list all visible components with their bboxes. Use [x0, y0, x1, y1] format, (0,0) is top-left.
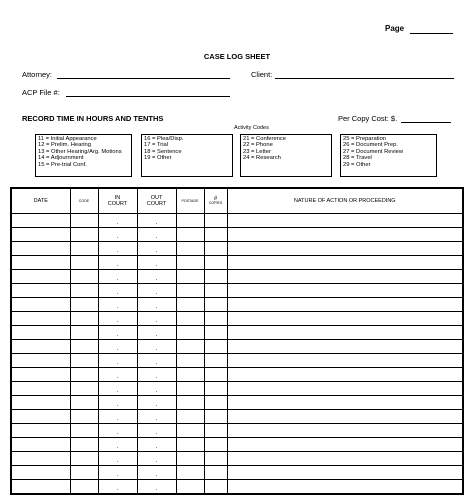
cell-code[interactable]	[70, 326, 98, 340]
activity-code: 12 = Prelim. Hearing	[38, 142, 92, 149]
decimal-point: .	[116, 402, 119, 408]
table-row	[11, 214, 463, 228]
cell-code[interactable]	[70, 242, 98, 256]
cell-postage[interactable]	[176, 270, 204, 284]
decimal-point: .	[116, 262, 119, 268]
cell-out-court[interactable]	[137, 326, 176, 340]
cell-date[interactable]	[11, 340, 70, 354]
activity-code: 24 = Research	[243, 155, 281, 162]
activity-codes-box-4	[340, 134, 437, 177]
cell-copies[interactable]	[204, 256, 227, 270]
cell-code[interactable]	[70, 298, 98, 312]
cell-in-court[interactable]	[98, 424, 137, 438]
cell-postage[interactable]	[176, 312, 204, 326]
table-row	[11, 312, 463, 326]
decimal-point: .	[155, 234, 158, 240]
per-copy-cost-label: Per Copy Cost: $.	[338, 114, 398, 123]
cell-copies[interactable]	[204, 424, 227, 438]
cell-copies[interactable]	[204, 284, 227, 298]
table-row	[11, 298, 463, 312]
cell-nature[interactable]	[227, 396, 463, 410]
decimal-point: .	[155, 248, 158, 254]
table-row	[11, 368, 463, 382]
decimal-point: .	[155, 304, 158, 310]
client-label: Client:	[251, 70, 273, 79]
table-body	[11, 214, 463, 495]
activity-codes-box-2	[141, 134, 233, 177]
cell-in-court[interactable]	[98, 368, 137, 382]
cell-out-court[interactable]	[137, 424, 176, 438]
decimal-point: .	[116, 430, 119, 436]
decimal-point: .	[155, 486, 158, 492]
decimal-point: .	[116, 472, 119, 478]
cell-in-court[interactable]	[98, 214, 137, 228]
cell-postage[interactable]	[176, 214, 204, 228]
decimal-point: .	[116, 220, 119, 226]
cell-date[interactable]	[11, 396, 70, 410]
table-row	[11, 340, 463, 354]
column-header-out-court: OUT COURT	[137, 188, 176, 214]
cell-copies[interactable]	[204, 382, 227, 396]
table-row	[11, 284, 463, 298]
cell-postage[interactable]	[176, 424, 204, 438]
form-title: CASE LOG SHEET	[203, 52, 271, 61]
attorney-field[interactable]	[57, 78, 230, 79]
cell-code[interactable]	[70, 410, 98, 424]
decimal-point: .	[155, 360, 158, 366]
decimal-point: .	[155, 290, 158, 296]
decimal-point: .	[116, 332, 119, 338]
decimal-point: .	[155, 416, 158, 422]
column-header-nature: NATURE OF ACTION OR PROCEEDING	[227, 188, 463, 214]
cell-copies[interactable]	[204, 368, 227, 382]
cell-code[interactable]	[70, 382, 98, 396]
decimal-point: .	[116, 388, 119, 394]
cell-copies[interactable]	[204, 396, 227, 410]
cell-code[interactable]	[70, 424, 98, 438]
cell-code[interactable]	[70, 214, 98, 228]
case-log-table	[10, 187, 464, 495]
cell-in-court[interactable]	[98, 312, 137, 326]
table-row	[11, 242, 463, 256]
decimal-point: .	[155, 318, 158, 324]
cell-date[interactable]	[11, 382, 70, 396]
cell-date[interactable]	[11, 466, 70, 480]
cell-nature[interactable]	[227, 312, 463, 326]
cell-date[interactable]	[11, 368, 70, 382]
cell-code[interactable]	[70, 396, 98, 410]
cell-nature[interactable]	[227, 270, 463, 284]
cell-copies[interactable]	[204, 354, 227, 368]
table-row	[11, 438, 463, 452]
activity-codes-title: Activity Codes	[234, 125, 269, 131]
decimal-point: .	[116, 416, 119, 422]
cell-date[interactable]	[11, 480, 70, 495]
cell-date[interactable]	[11, 438, 70, 452]
cell-in-court[interactable]	[98, 340, 137, 354]
activity-code: 15 = Pre-trial Conf.	[38, 161, 87, 168]
cell-copies[interactable]	[204, 312, 227, 326]
table-row	[11, 270, 463, 284]
column-header-postage: POSTAGE	[176, 188, 204, 214]
decimal-point: .	[116, 290, 119, 296]
activity-code: 23 = Letter	[243, 148, 271, 155]
decimal-point: .	[116, 346, 119, 352]
activity-code: 18 = Sentence	[144, 148, 182, 155]
cell-date[interactable]	[11, 256, 70, 270]
decimal-point: .	[155, 444, 158, 450]
decimal-point: .	[155, 262, 158, 268]
cell-in-court[interactable]	[98, 382, 137, 396]
cell-out-court[interactable]	[137, 214, 176, 228]
cell-code[interactable]	[70, 438, 98, 452]
cell-nature[interactable]	[227, 214, 463, 228]
activity-code: 16 = Plea/Disp.	[144, 136, 184, 142]
cell-out-court[interactable]	[137, 228, 176, 242]
cell-out-court[interactable]	[137, 354, 176, 368]
cell-out-court[interactable]	[137, 480, 176, 495]
cell-postage[interactable]	[176, 340, 204, 354]
cell-nature[interactable]	[227, 284, 463, 298]
decimal-point: .	[116, 444, 119, 450]
cell-date[interactable]	[11, 326, 70, 340]
cell-code[interactable]	[70, 452, 98, 466]
cell-in-court[interactable]	[98, 480, 137, 495]
cell-out-court[interactable]	[137, 340, 176, 354]
cell-postage[interactable]	[176, 438, 204, 452]
cell-out-court[interactable]	[137, 368, 176, 382]
cell-nature[interactable]	[227, 354, 463, 368]
activity-code: 17 = Trial	[144, 142, 169, 149]
cell-code[interactable]	[70, 312, 98, 326]
cell-code[interactable]	[70, 340, 98, 354]
cell-nature[interactable]	[227, 382, 463, 396]
table-row	[11, 410, 463, 424]
cell-out-court[interactable]	[137, 466, 176, 480]
cell-code[interactable]	[70, 354, 98, 368]
cell-out-court[interactable]	[137, 312, 176, 326]
cell-in-court[interactable]	[98, 354, 137, 368]
table-row	[11, 396, 463, 410]
cell-out-court[interactable]	[137, 410, 176, 424]
cell-out-court[interactable]	[137, 438, 176, 452]
cell-postage[interactable]	[176, 396, 204, 410]
cell-postage[interactable]	[176, 228, 204, 242]
cell-postage[interactable]	[176, 242, 204, 256]
column-header-date: DATE	[11, 188, 70, 214]
per-copy-cost-field[interactable]	[401, 122, 451, 123]
table-row	[11, 466, 463, 480]
cell-date[interactable]	[11, 270, 70, 284]
table-row	[11, 452, 463, 466]
cell-postage[interactable]	[176, 256, 204, 270]
cell-nature[interactable]	[227, 438, 463, 452]
cell-in-court[interactable]	[98, 284, 137, 298]
cell-in-court[interactable]	[98, 298, 137, 312]
decimal-point: .	[116, 458, 119, 464]
cell-nature[interactable]	[227, 410, 463, 424]
decimal-point: .	[155, 472, 158, 478]
table-row	[11, 480, 463, 495]
cell-postage[interactable]	[176, 410, 204, 424]
column-header-copies: # COPIES	[204, 188, 227, 214]
cell-date[interactable]	[11, 424, 70, 438]
cell-postage[interactable]	[176, 284, 204, 298]
cell-postage[interactable]	[176, 452, 204, 466]
activity-code: 26 = Document Prep.	[343, 142, 398, 149]
table-row	[11, 354, 463, 368]
client-field[interactable]	[275, 78, 454, 79]
cell-date[interactable]	[11, 298, 70, 312]
cell-nature[interactable]	[227, 452, 463, 466]
activity-code: 11 = Initial Appearance	[38, 136, 97, 142]
cell-nature[interactable]	[227, 480, 463, 495]
cell-postage[interactable]	[176, 326, 204, 340]
cell-date[interactable]	[11, 452, 70, 466]
cell-out-court[interactable]	[137, 382, 176, 396]
decimal-point: .	[116, 360, 119, 366]
cell-in-court[interactable]	[98, 396, 137, 410]
decimal-point: .	[155, 458, 158, 464]
cell-date[interactable]	[11, 242, 70, 256]
cell-copies[interactable]	[204, 326, 227, 340]
cell-date[interactable]	[11, 354, 70, 368]
cell-nature[interactable]	[227, 228, 463, 242]
cell-copies[interactable]	[204, 340, 227, 354]
cell-in-court[interactable]	[98, 242, 137, 256]
cell-copies[interactable]	[204, 410, 227, 424]
decimal-point: .	[155, 388, 158, 394]
acp-file-field[interactable]	[66, 96, 230, 97]
activity-code: 21 = Conference	[243, 136, 287, 142]
decimal-point: .	[116, 486, 119, 492]
decimal-point: .	[155, 346, 158, 352]
cell-date[interactable]	[11, 410, 70, 424]
activity-code: 19 = Other	[144, 155, 172, 162]
activity-code: 28 = Travel	[343, 155, 372, 162]
cell-postage[interactable]	[176, 354, 204, 368]
cell-in-court[interactable]	[98, 270, 137, 284]
decimal-point: .	[116, 248, 119, 254]
cell-postage[interactable]	[176, 368, 204, 382]
cell-nature[interactable]	[227, 466, 463, 480]
cell-copies[interactable]	[204, 480, 227, 495]
page-number-field[interactable]	[410, 33, 453, 34]
cell-date[interactable]	[11, 284, 70, 298]
cell-code[interactable]	[70, 466, 98, 480]
cell-nature[interactable]	[227, 340, 463, 354]
cell-postage[interactable]	[176, 382, 204, 396]
activity-code: 13 = Other Hearing/Arg. Motions	[38, 148, 122, 155]
activity-code: 22 = Phone	[243, 142, 273, 149]
decimal-point: .	[155, 276, 158, 282]
cell-nature[interactable]	[227, 242, 463, 256]
cell-date[interactable]	[11, 228, 70, 242]
table-row	[11, 424, 463, 438]
cell-copies[interactable]	[204, 452, 227, 466]
table-row	[11, 256, 463, 270]
cell-out-court[interactable]	[137, 298, 176, 312]
column-header-in-court: IN COURT	[98, 188, 137, 214]
activity-code: 27 = Document Review	[343, 148, 404, 155]
activity-codes-box-3	[240, 134, 332, 177]
cell-code[interactable]	[70, 368, 98, 382]
cell-nature[interactable]	[227, 424, 463, 438]
cell-postage[interactable]	[176, 466, 204, 480]
cell-code[interactable]	[70, 228, 98, 242]
cell-out-court[interactable]	[137, 396, 176, 410]
cell-out-court[interactable]	[137, 284, 176, 298]
cell-in-court[interactable]	[98, 452, 137, 466]
cell-in-court[interactable]	[98, 228, 137, 242]
cell-postage[interactable]	[176, 298, 204, 312]
decimal-point: .	[155, 332, 158, 338]
table-row	[11, 326, 463, 340]
cell-copies[interactable]	[204, 466, 227, 480]
decimal-point: .	[155, 220, 158, 226]
cell-in-court[interactable]	[98, 466, 137, 480]
cell-copies[interactable]	[204, 228, 227, 242]
acp-file-label: ACP File #:	[22, 88, 60, 97]
cell-copies[interactable]	[204, 438, 227, 452]
activity-code: 25 = Preparation	[343, 136, 387, 142]
cell-copies[interactable]	[204, 214, 227, 228]
cell-out-court[interactable]	[137, 452, 176, 466]
cell-copies[interactable]	[204, 270, 227, 284]
cell-date[interactable]	[11, 312, 70, 326]
cell-out-court[interactable]	[137, 270, 176, 284]
cell-nature[interactable]	[227, 368, 463, 382]
decimal-point: .	[155, 402, 158, 408]
cell-copies[interactable]	[204, 298, 227, 312]
cell-nature[interactable]	[227, 326, 463, 340]
activity-code: 14 = Adjournment	[38, 155, 84, 162]
decimal-point: .	[116, 234, 119, 240]
decimal-point: .	[116, 374, 119, 380]
cell-nature[interactable]	[227, 298, 463, 312]
column-header-code: CODE	[70, 188, 98, 214]
cell-postage[interactable]	[176, 480, 204, 495]
decimal-point: .	[155, 430, 158, 436]
decimal-point: .	[116, 304, 119, 310]
table-row	[11, 228, 463, 242]
record-time-heading: RECORD TIME IN HOURS AND TENTHS	[22, 114, 164, 123]
cell-code[interactable]	[70, 256, 98, 270]
cell-date[interactable]	[11, 214, 70, 228]
decimal-point: .	[116, 276, 119, 282]
page-label: Page	[385, 24, 405, 33]
cell-nature[interactable]	[227, 256, 463, 270]
cell-code[interactable]	[70, 480, 98, 495]
cell-in-court[interactable]	[98, 410, 137, 424]
decimal-point: .	[116, 318, 119, 324]
cell-out-court[interactable]	[137, 242, 176, 256]
cell-in-court[interactable]	[98, 256, 137, 270]
attorney-label: Attorney:	[22, 70, 53, 79]
cell-in-court[interactable]	[98, 326, 137, 340]
cell-in-court[interactable]	[98, 438, 137, 452]
cell-code[interactable]	[70, 270, 98, 284]
cell-copies[interactable]	[204, 242, 227, 256]
table-row	[11, 382, 463, 396]
cell-out-court[interactable]	[137, 256, 176, 270]
activity-codes-box-1	[35, 134, 132, 177]
table-header-row	[11, 188, 463, 214]
decimal-point: .	[155, 374, 158, 380]
cell-code[interactable]	[70, 284, 98, 298]
activity-code: 29 = Other	[343, 161, 371, 168]
